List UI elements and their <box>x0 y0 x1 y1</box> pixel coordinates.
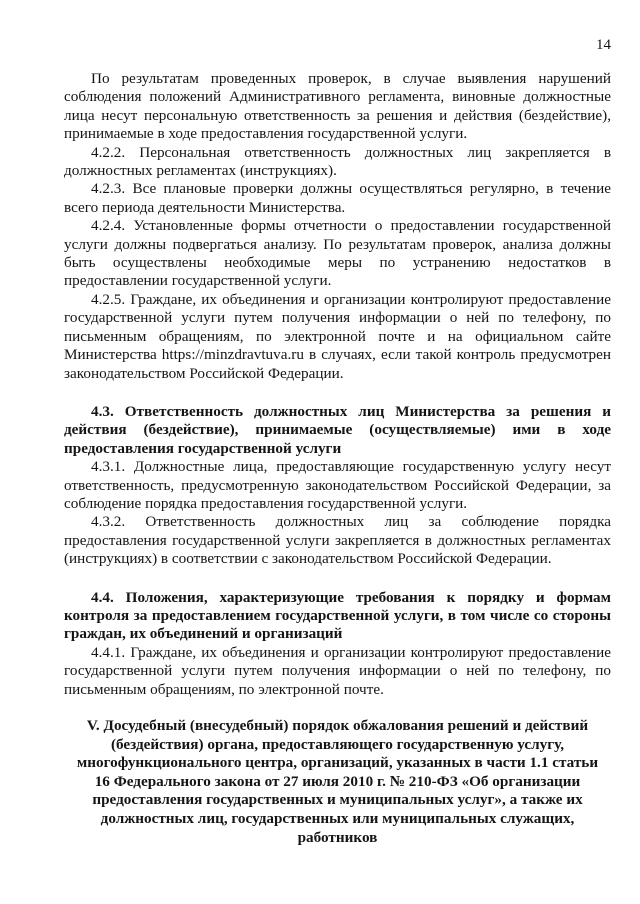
paragraph-4-2-2: 4.2.2. Персональная ответственность должностных лиц закрепляется в должностных регламентах (инструкциях). <box>64 143 611 180</box>
section-4-3-heading: 4.3. Ответственность должностных лиц Министерства за решения и действия (бездействие), принимаемые (осуществляемые) ими в ходе предоставления государственной услуги <box>64 402 611 457</box>
section-5-heading: V. Досудебный (внесудебный) порядок обжалования решений и действий (бездействия) органа, предоставляющего государственную услугу, многофункционального центра, организаций, указанных в части 1.1 статьи 16 Федерального закона от 27 июля 2010 г. № 210-ФЗ «Об организации предоставления государственных и муниципальных услуг», а также их должностных лиц, государственных или муниципальных служащих, работников <box>76 717 599 846</box>
paragraph-4-3-2: 4.3.2. Ответственность должностных лиц за соблюдение порядка предоставления государственной услуги закрепляется в должностных регламентах (инструкциях) в соответствии с законодательством Российской Федерации. <box>64 513 611 568</box>
paragraph-violations-responsibility: По результатам проведенных проверок, в случае выявления нарушений соблюдения положений Административного регламента, виновные должностные лица несут персональную ответственность за решения и действия (бездействие), принимаемые в ходе предоставления государственной услуги. <box>64 70 611 143</box>
document-body <box>64 70 611 847</box>
paragraph-4-4-1: 4.4.1. Граждане, их объединения и организации контролируют предоставление государственной услуги путем получения информации о ней по телефону, по письменным обращениям, по электронной почте. <box>64 643 611 698</box>
section-4-4-heading: 4.4. Положения, характеризующие требования к порядку и формам контроля за предоставлением государственной услуги, в том числе со стороны граждан, их объединений и организаций <box>64 588 611 643</box>
paragraph-4-3-1: 4.3.1. Должностные лица, предоставляющие государственную услугу несут ответственность, предусмотренную законодательством Российской Федерации, за соблюдение порядка предоставления государственной услуги. <box>64 458 611 512</box>
paragraph-4-2-4: 4.2.4. Установленные формы отчетности о предоставлении государственной услуги должны подвергаться анализу. По результатам проверок, анализа должны быть осуществлены необходимые меры по устранению недостатков в предоставлении государственной услуги. <box>64 217 611 290</box>
paragraph-4-2-3: 4.2.3. Все плановые проверки должны осуществляться регулярно, в течение всего периода деятельности Министерства. <box>64 180 611 216</box>
page-number: 14 <box>596 37 611 53</box>
paragraph-4-2-5: 4.2.5. Граждане, их объединения и организации контролируют предоставление государственной услуги путем получения информации о ней по телефону, по письменным обращениям, по электронной почте и на официальном сайте Министерства https://minzdravtuva.ru в случаях, если такой контроль предусмотрен законодательством Российской Федерации. <box>64 290 611 382</box>
